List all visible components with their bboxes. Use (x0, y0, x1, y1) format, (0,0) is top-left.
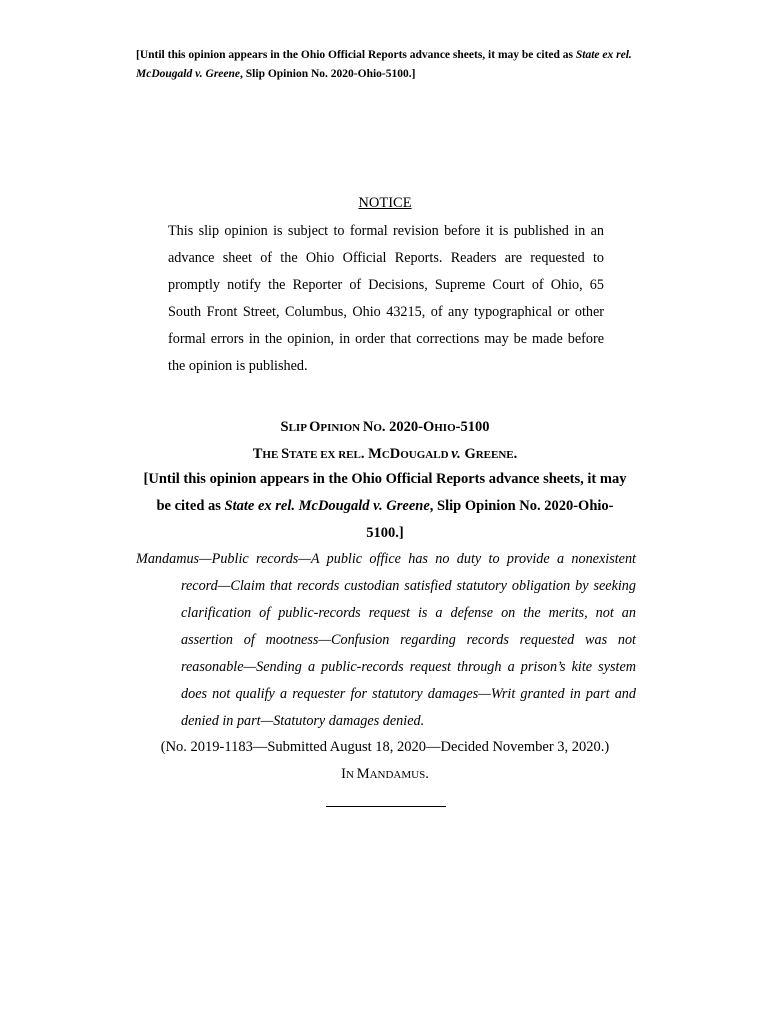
header-note-prefix: [Until this opinion appears in the Ohio Official Reports advance sheets, it may be cited as (136, 49, 576, 61)
case-parties (0, 440, 770, 469)
sc-rest: HIO (434, 422, 456, 434)
citation-caption-note (140, 466, 630, 547)
sc-cap: O (309, 419, 321, 435)
caption-note-case-name: State ex rel. McDougald v. Greene (224, 498, 430, 514)
sc-cap: O (422, 419, 435, 435)
versus: v. (451, 446, 461, 462)
sc-plain: -5100 (455, 419, 490, 435)
sc-plain: . 2020- (381, 419, 423, 435)
header-note-case-name: State ex rel. McDougald v. Greene (136, 49, 632, 80)
sc-cap: T (252, 446, 263, 462)
sc-rest: OUGALD (400, 449, 452, 461)
slip-opinion-number (0, 413, 770, 442)
notice-title: NOTICE (358, 195, 412, 211)
sc-cap: M (356, 766, 370, 782)
sc-rest: O (373, 422, 382, 434)
sc-rest: LIP (288, 422, 310, 434)
sc-rest: ANDAMUS (369, 769, 426, 781)
sc-cap: N (362, 419, 374, 435)
sc-plain: . (360, 446, 369, 462)
caption-note-prefix: [Until this opinion appears in the Ohio Official Reports advance sheets, it may be cited as (143, 471, 627, 514)
in-mandamus-heading (0, 760, 770, 789)
sc-plain: . (513, 446, 518, 462)
sc-cap: S (281, 446, 290, 462)
sc-cap: M (368, 446, 382, 462)
sc-cap: G (460, 446, 476, 462)
citation-header-note (136, 46, 641, 84)
sc-cap: S (280, 419, 289, 435)
sc-rest: TATE EX REL (289, 449, 361, 461)
separator-rule (326, 806, 446, 807)
syllabus: Mandamus—Public records—A public office has no duty to provide a nonexistent record—Claim that records custodian satisfied statutory obligation by seeking clarification of public-records request is a defense on the merits, not an assertion of mootness—Confusion regarding records requested was not reasonable—Sending a public-records request through a prison’s kite system does not qualify a requester for statutory damages—Writ granted in part and denied in part—Statutory damages denied. (136, 551, 636, 729)
sc-rest: HE (262, 449, 282, 461)
caption-note-suffix: , Slip Opinion No. 2020-Ohio-5100.] (366, 498, 614, 541)
sc-cap: I (341, 766, 346, 782)
sc-rest: PINION (320, 422, 363, 434)
sc-rest: C (381, 449, 390, 461)
notice-body: This slip opinion is subject to formal revision before it is published in an advance sheet of the Ohio Official Reports. Readers are requested to promptly notify the Reporter of Decisions, Supreme Court of Ohio, 65 South Front Street, Columbus, Ohio 43215, of any typographical or other formal errors in the opinion, in order that corrections may be made before the opinion is published. (168, 223, 604, 374)
header-note-suffix: , Slip Opinion No. 2020-Ohio-5100.] (240, 68, 416, 80)
sc-rest: REENE (475, 449, 514, 461)
sc-plain: . (425, 766, 429, 782)
sc-rest: N (345, 769, 357, 781)
sc-cap: D (389, 446, 401, 462)
docket-line: (No. 2019-1183—Submitted August 18, 2020—Decided November 3, 2020.) (160, 739, 610, 755)
